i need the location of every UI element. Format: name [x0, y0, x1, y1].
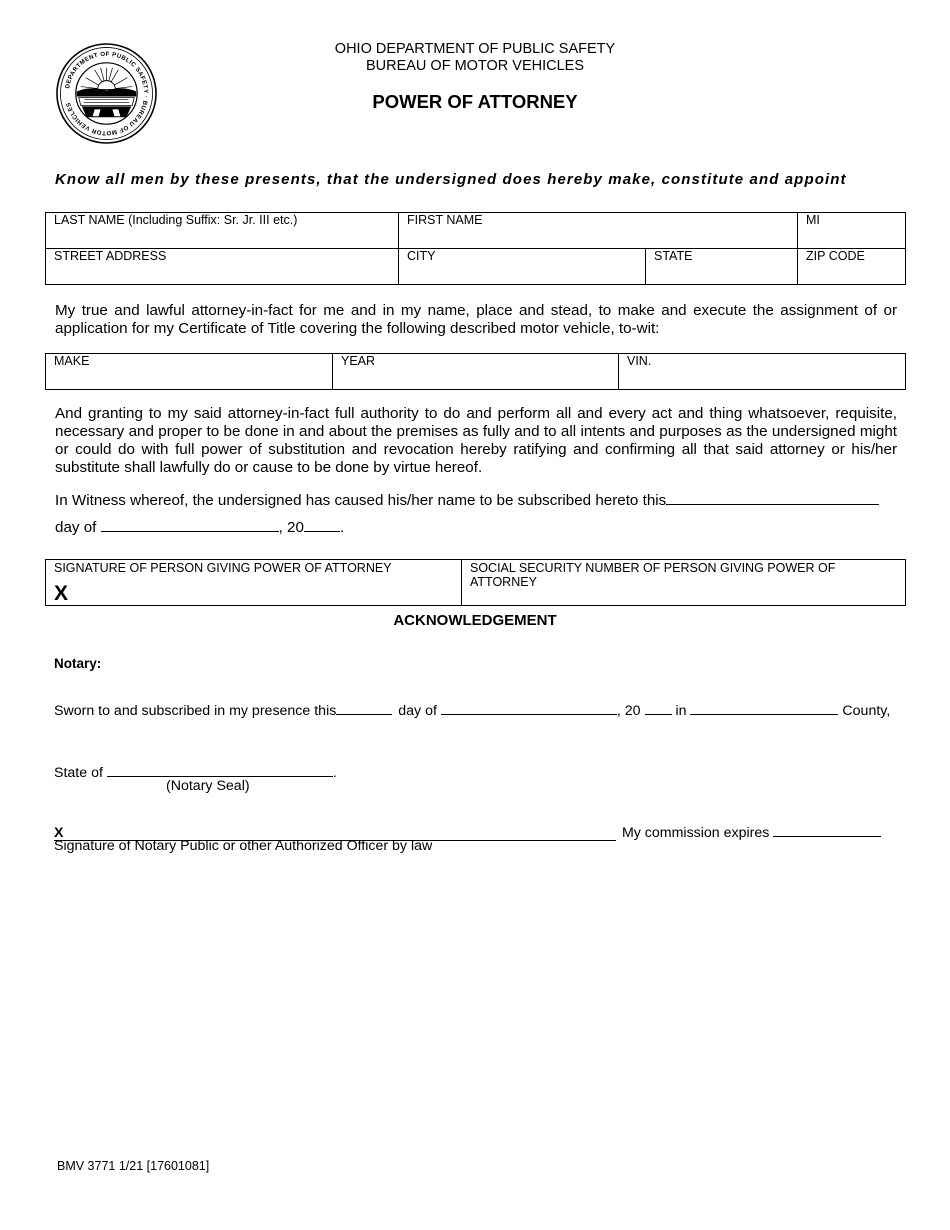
street-address-field[interactable]: [46, 249, 399, 285]
ssn-field[interactable]: [462, 560, 906, 606]
notary-x-mark: X: [54, 825, 64, 841]
notary-seal-label: (Notary Seal): [166, 778, 250, 794]
street-address-label: STREET ADDRESS: [54, 249, 167, 263]
make-label: MAKE: [54, 354, 90, 368]
sworn-day-blank[interactable]: [336, 700, 392, 715]
bureau-name: BUREAU OF MOTOR VEHICLES: [365, 58, 585, 74]
state-label: STATE: [654, 249, 693, 263]
ssn-label: SOCIAL SECURITY NUMBER OF PERSON GIVING POWER OF ATTORNEY: [470, 561, 836, 589]
sworn-in-label: in: [675, 703, 687, 719]
agency-name: OHIO DEPARTMENT OF PUBLIC SAFETY: [334, 41, 616, 57]
commission-blank[interactable]: [773, 822, 881, 837]
city-label: CITY: [407, 249, 436, 263]
sworn-month-blank[interactable]: [441, 700, 617, 715]
appointee-table: [45, 212, 906, 285]
county-blank[interactable]: [690, 700, 838, 715]
witness-period: .: [339, 519, 345, 536]
mi-label: MI: [806, 213, 820, 227]
witness-day-line: [55, 517, 344, 536]
witness-line: [55, 490, 879, 509]
appointment-paragraph: My true and lawful attorney-in-fact for me and in my name, place and stead, to make and execute the assignment of or application for my Certificate of Title covering the following described motor vehicle, to-wit:: [55, 302, 897, 337]
authority-paragraph: And granting to my said attorney-in-fact full authority to do and perform all and every act and thing whatsoever, requisite, necessary and proper to be done in and about the premises as fully and to all intents and purposes as the undersigned might or could do with full power of substitution and revocation hereby ratifying and confirming all that said attorney or his/her substitute shall lawfully do or cause to be done by virtue hereof.: [55, 405, 897, 476]
city-field[interactable]: [399, 249, 646, 285]
sworn-year-blank[interactable]: [645, 700, 672, 715]
county-label: County,: [842, 703, 891, 719]
year-field[interactable]: [333, 354, 619, 390]
signature-field[interactable]: [46, 560, 462, 606]
form-title: POWER OF ATTORNEY: [372, 91, 578, 112]
state-period: .: [332, 765, 337, 781]
acknowledgement-title: ACKNOWLEDGEMENT: [393, 612, 557, 629]
year-prefix: , 20: [278, 519, 304, 536]
intro-statement: Know all men by these presents, that the undersigned does hereby make, constitute and appoint: [55, 171, 847, 188]
notary-signature-caption: Signature of Notary Public or other Authorized Officer by law: [54, 838, 433, 854]
year-label: YEAR: [341, 354, 376, 368]
signature-table: [45, 559, 906, 606]
last-name-field[interactable]: [46, 213, 399, 249]
form-number-footer: BMV 3771 1/21 [17601081]: [57, 1159, 210, 1173]
agency-header: [0, 41, 950, 75]
vin-field[interactable]: [619, 354, 906, 390]
zip-code-label: ZIP CODE: [806, 249, 865, 263]
first-name-field[interactable]: [399, 213, 798, 249]
witness-month-blank[interactable]: [101, 517, 279, 532]
witness-text: In Witness whereof, the undersigned has caused his/her name to be subscribed hereto this: [55, 492, 667, 509]
sworn-text: Sworn to and subscribed in my presence this: [54, 703, 337, 719]
vehicle-table: [45, 353, 906, 390]
witness-year-blank[interactable]: [304, 517, 340, 532]
state-field[interactable]: [646, 249, 798, 285]
signature-x-mark: X: [54, 582, 69, 605]
first-name-label: FIRST NAME: [407, 213, 483, 227]
vin-label: VIN.: [627, 354, 652, 368]
notary-label: Notary:: [54, 656, 102, 671]
state-of-label: State of: [54, 765, 103, 781]
seal-text: DEPARTMENT OF PUBLIC SAFETY · BUREAU OF MOTOR VEHICLES: [64, 50, 150, 137]
sworn-year-prefix: , 20: [616, 703, 641, 719]
zip-code-field[interactable]: [798, 249, 906, 285]
sworn-day-of-label: day of: [398, 703, 437, 719]
last-name-label: LAST NAME (Including Suffix: Sr. Jr. III etc.): [54, 213, 298, 227]
day-of-label: day of: [55, 519, 97, 536]
state-of-blank[interactable]: [107, 762, 333, 777]
witness-date-blank[interactable]: [666, 490, 879, 505]
make-field[interactable]: [46, 354, 333, 390]
mi-field[interactable]: [798, 213, 906, 249]
sworn-line: [54, 700, 890, 719]
commission-label: My commission expires: [621, 825, 770, 841]
signature-label: SIGNATURE OF PERSON GIVING POWER OF ATTORNEY: [54, 561, 392, 575]
